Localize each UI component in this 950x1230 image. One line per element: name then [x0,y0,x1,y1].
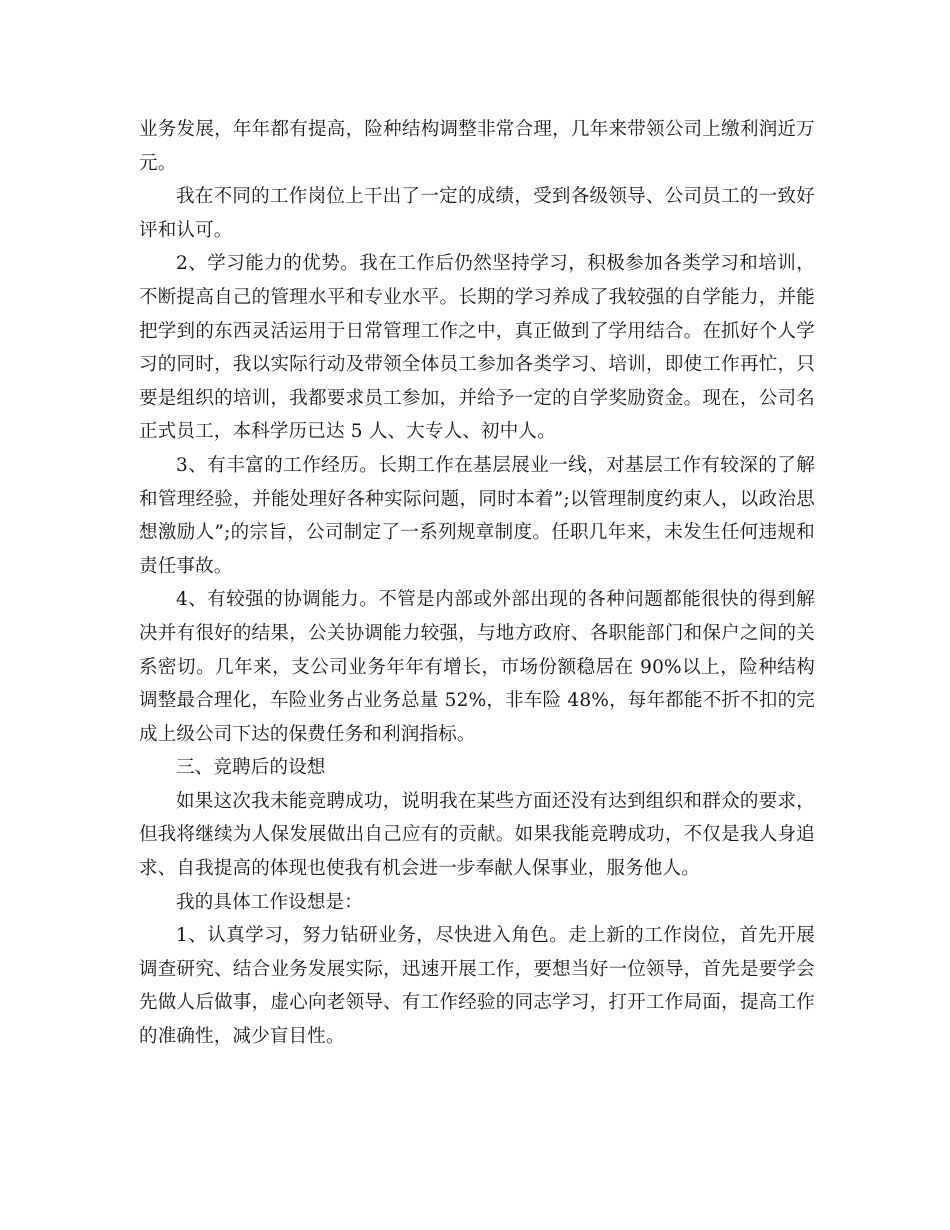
paragraph-3: 2、学习能力的优势。我在工作后仍然坚持学习，积极参加各类学习和培训，不断提高自己的管理水平和专业水平。长期的学习养成了我较强的自学能力，并能把学到的东西灵活运用于日常管理工作之中，真正做到了学用结合。在抓好个人学习的同时，我以实际行动及带领全体员工参加各类学习、培训，即使工作再忙，只要是组织的培训，我都要求员工参加，并给予一定的自学奖励资金。现在，公司名正式员工，本科学历已达 5 人、大专人、初中人。 [139,253,815,443]
paragraph-2: 我在不同的工作岗位上干出了一定的成绩，受到各级领导、公司员工的一致好评和认可。 [139,186,815,241]
paragraph-8: 我的具体工作设想是： [176,891,364,913]
paragraph-7: 如果这次我未能竞聘成功，说明我在某些方面还没有达到组织和群众的要求，但我将继续为人保发展做出自己应有的贡献。如果我能竞聘成功，不仅是我人身追求、自我提高的体现也使我有机会进一步奉献人保事业，服务他人。 [139,790,815,880]
document-page [139,113,815,1054]
paragraph-1: 业务发展，年年都有提高，险种结构调整非常合理，几年来带领公司上缴利润近万元。 [139,119,815,174]
section-heading: 三、竞聘后的设想 [176,757,326,779]
paragraph-4: 3、有丰富的工作经历。长期工作在基层展业一线，对基层工作有较深的了解和管理经验，并能处理好各种实际问题，同时本着”;以管理制度约束人，以政治思想激励人”;的宗旨，公司制定了一系列规章制度。任职几年来，未发生任何违规和责任事故。 [139,454,815,577]
paragraph-5: 4、有较强的协调能力。不管是内部或外部出现的各种问题都能很快的得到解决并有很好的结果，公关协调能力较强，与地方政府、各职能部门和保户之间的关系密切。几年来，支公司业务年年有增长，市场份额稳居在 90%以上，险种结构调整最合理化，车险业务占业务总量 52%，非车险 48%，每年都能不折不扣的完成上级公司下达的保费任务和利润指标。 [139,589,815,745]
paragraph-9: 1、认真学习，努力钻研业务，尽快进入角色。走上新的工作岗位，首先开展调查研究、结合业务发展实际，迅速开展工作，要想当好一位领导，首先是要学会先做人后做事，虚心向老领导、有工作经验的同志学习，打开工作局面，提高工作的准确性，减少盲目性。 [139,925,815,1048]
